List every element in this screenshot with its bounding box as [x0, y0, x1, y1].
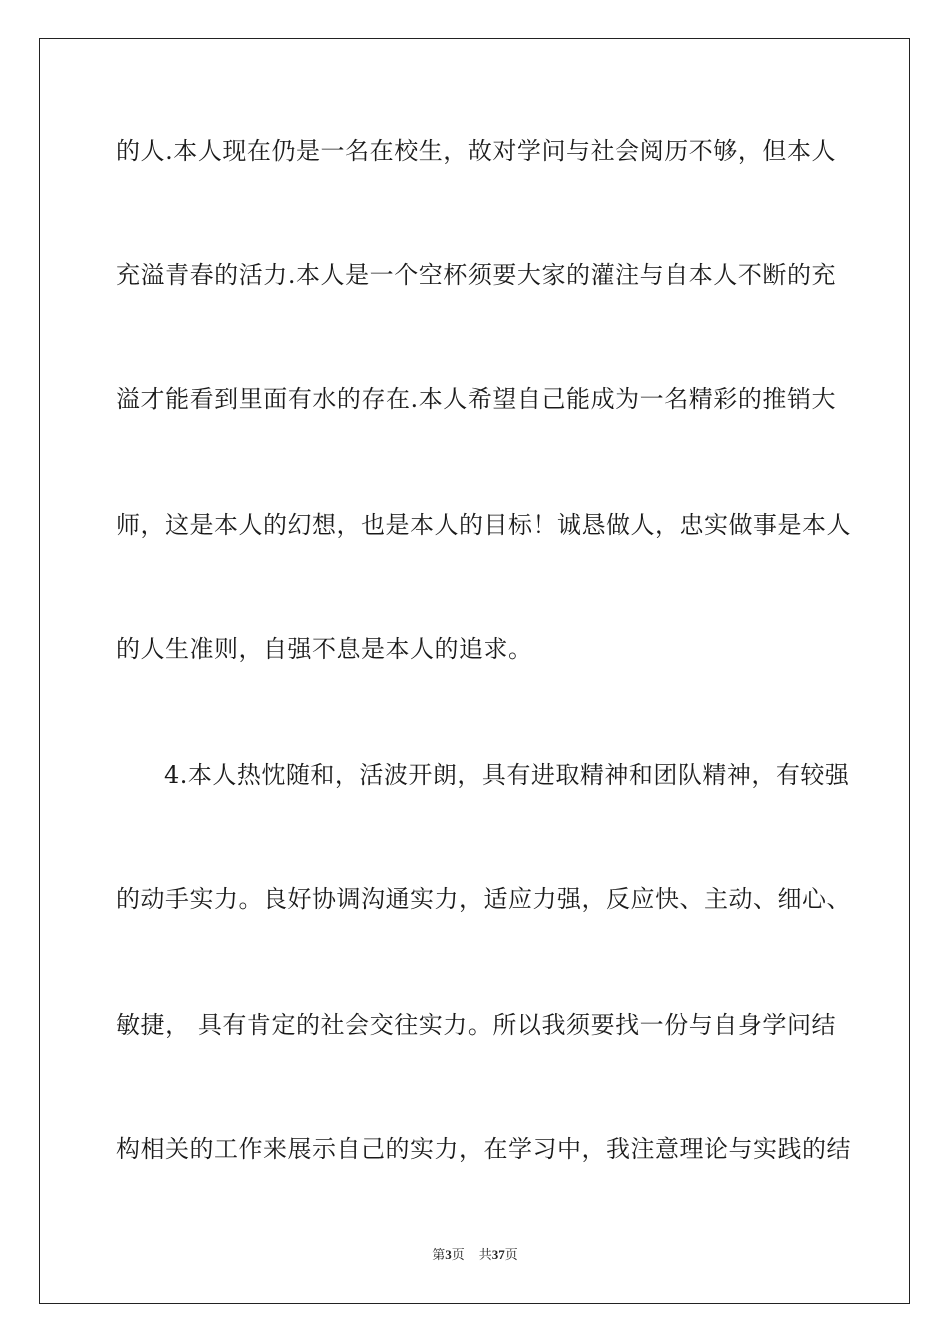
page-border [39, 38, 910, 1304]
total-label-prefix: 共 [478, 1248, 492, 1263]
paragraph-line-7: 的动手实力。良好协调沟通实力，适应力强，反应快、主动、细心、 [116, 885, 851, 913]
page-label-suffix: 页 [451, 1248, 465, 1263]
paragraph-line-8: 敏捷， 具有肯定的社会交往实力。所以我须要找一份与自身学问结 [116, 1011, 836, 1039]
total-pages: 37 [491, 1247, 505, 1262]
page-label-prefix: 第 [432, 1248, 446, 1263]
paragraph-line-1: 的人.本人现在仍是一名在校生，故对学问与社会阅历不够，但本人 [116, 137, 836, 165]
paragraph-line-5: 的人生准则，自强不息是本人的追求。 [116, 635, 533, 663]
paragraph-line-3: 溢才能看到里面有水的存在.本人希望自己能成为一名精彩的推销大 [116, 385, 836, 413]
paragraph-line-6: 4.本人热忱随和，活波开朗，具有进取精神和团队精神，有较强 [164, 761, 850, 789]
page-number: 3 [445, 1247, 452, 1262]
total-label-suffix: 页 [504, 1248, 518, 1263]
paragraph-line-2: 充溢青春的活力.本人是一个空杯须要大家的灌注与自本人不断的充 [116, 261, 836, 289]
paragraph-line-4: 师，这是本人的幻想，也是本人的目标！诚恳做人，忠实做事是本人 [116, 511, 851, 539]
page-footer [0, 1246, 950, 1265]
paragraph-line-9: 构相关的工作来展示自己的实力，在学习中，我注意理论与实践的结 [116, 1135, 851, 1163]
